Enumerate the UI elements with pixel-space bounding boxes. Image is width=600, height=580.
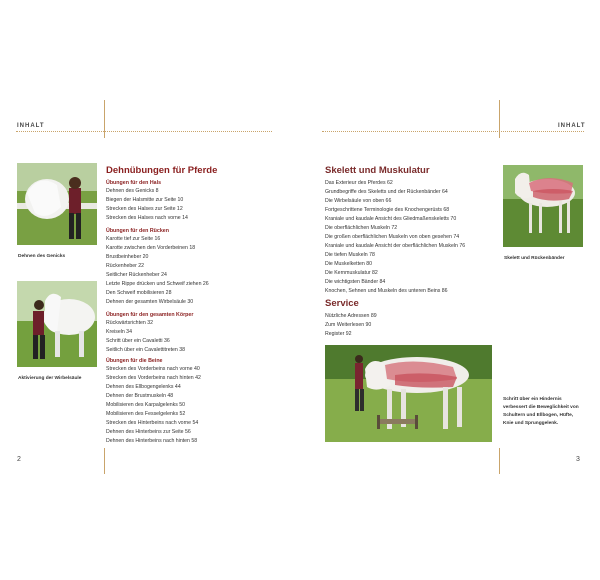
toc-entry[interactable]: Zum Weiterlesen 90 [325,322,372,328]
margin-rule-bottom [104,448,105,474]
margin-rule [104,100,105,138]
toc-entry[interactable]: Strecken des Halses nach vorne 14 [106,215,188,221]
caption-skeleton: Skelett und Rückenbänder [504,256,565,261]
section-heading-neck: Übungen für den Hals [106,180,162,186]
toc-entry[interactable]: Knochen, Sehnen und Muskeln des unteren Beins 86 [325,288,448,294]
toc-entry[interactable]: Dehnen der gesamten Wirbelsäule 30 [106,299,194,305]
photo-stretch-neck [17,163,97,245]
toc-entry[interactable]: Seitlich über ein Cavalettitreten 38 [106,347,186,353]
section-heading-back: Übungen für den Rücken [106,228,169,234]
photo-skeleton [503,165,583,247]
toc-entry[interactable]: Kreiseln 34 [106,329,132,335]
toc-entry[interactable]: Mobilisieren des Fesselgelenks 52 [106,411,186,417]
toc-entry[interactable]: Kraniale und kaudale Ansicht des Gliedmaßenskeletts 70 [325,216,457,222]
toc-entry[interactable]: Die tiefen Muskeln 78 [325,252,375,258]
toc-entry[interactable]: Rückenheber 22 [106,263,145,269]
chapter-title-stretching: Dehnübungen für Pferde [106,165,218,176]
toc-entry[interactable]: Dehnen des Ellbogengelenks 44 [106,384,181,390]
section-heading-whole-body: Übungen für den gesamten Körper [106,312,194,318]
toc-entry[interactable]: Strecken des Vorderbeins nach hinten 42 [106,375,201,381]
caption-photo-2: Aktivierung der Wirbelsäule [18,376,82,381]
toc-entry[interactable]: Letzte Rippe drücken und Schweif ziehen 26 [106,281,209,287]
toc-entry[interactable]: Strecken des Halses zur Seite 12 [106,206,183,212]
service-title: Service [325,298,359,309]
toc-entry[interactable]: Dehnen des Hinterbeins nach hinten 58 [106,438,198,444]
header-dotted-line [322,131,584,132]
toc-entry[interactable]: Die großen oberflächlichen Muskeln von oben gesehen 74 [325,234,460,240]
margin-rule-bottom [499,448,500,474]
header-dotted-line [16,131,272,132]
page-header-label: INHALT [17,123,45,129]
toc-entry[interactable]: Die wichtigsten Bänder 84 [325,279,386,285]
margin-rule [499,100,500,138]
toc-entry[interactable]: Strecken des Hinterbeins nach vorne 54 [106,420,199,426]
toc-entry[interactable]: Rückwärtsrichten 32 [106,320,153,326]
toc-entry[interactable]: Die oberflächlichen Muskeln 72 [325,225,398,231]
toc-entry[interactable]: Nützliche Adressen 89 [325,313,377,319]
toc-entry[interactable]: Brustbeinheber 20 [106,254,149,260]
toc-entry[interactable]: Karotte tief zur Seite 16 [106,236,161,242]
photo-spine-activation [17,281,97,367]
toc-entry[interactable]: Mobilisieren des Karpalgelenks 50 [106,402,186,408]
toc-entry[interactable]: Kraniale und kaudale Ansicht der oberflächlichen Muskeln 76 [325,243,466,249]
toc-entry[interactable]: Die Kernmuskulatur 82 [325,270,378,276]
toc-entry[interactable]: Grundbegriffe des Skeletts und der Rückenbänder 64 [325,189,448,195]
toc-entry[interactable]: Seitlicher Rückenheber 24 [106,272,167,278]
page-header-label: INHALT [558,123,586,129]
toc-entry[interactable]: Die Wirbelsäule von oben 66 [325,198,392,204]
toc-entry[interactable]: Dehnen des Hinterbeins zur Seite 56 [106,429,191,435]
toc-entry[interactable]: Karotte zwischen den Vorderbeinen 18 [106,245,196,251]
caption-obstacle: Schritt über ein Hindernis verbessert die Beweglichkeit von Schultern und Ellbogen, Hüfte, Knie und Sprunggelenk. [503,397,579,426]
page-number: 2 [17,456,21,463]
photo-horse-obstacle [325,345,492,442]
section-heading-legs: Übungen für die Beine [106,358,163,364]
caption-photo-1: Dehnen des Genicks [18,254,66,259]
toc-entry[interactable]: Die Muskelketten 80 [325,261,372,267]
toc-entry[interactable]: Biegen der Halsmitte zur Seite 10 [106,197,184,203]
right-page [300,0,600,580]
toc-entry[interactable]: Das Exterieur des Pferdes 62 [325,180,393,186]
toc-entry[interactable]: Fortgeschrittene Terminologie des Knochengerüsts 68 [325,207,450,213]
toc-entry[interactable]: Den Schweif mobilisieren 28 [106,290,172,296]
toc-entry[interactable]: Strecken des Vorderbeins nach vorne 40 [106,366,200,372]
toc-entry[interactable]: Register 92 [325,331,352,337]
toc-entry[interactable]: Dehnen der Brustmuskeln 48 [106,393,174,399]
toc-entry[interactable]: Schritt über ein Cavaletti 36 [106,338,170,344]
toc-entry[interactable]: Dehnen des Genicks 8 [106,188,159,194]
chapter-title-anatomy: Skelett und Muskulatur [325,165,430,176]
page-number: 3 [576,456,580,463]
